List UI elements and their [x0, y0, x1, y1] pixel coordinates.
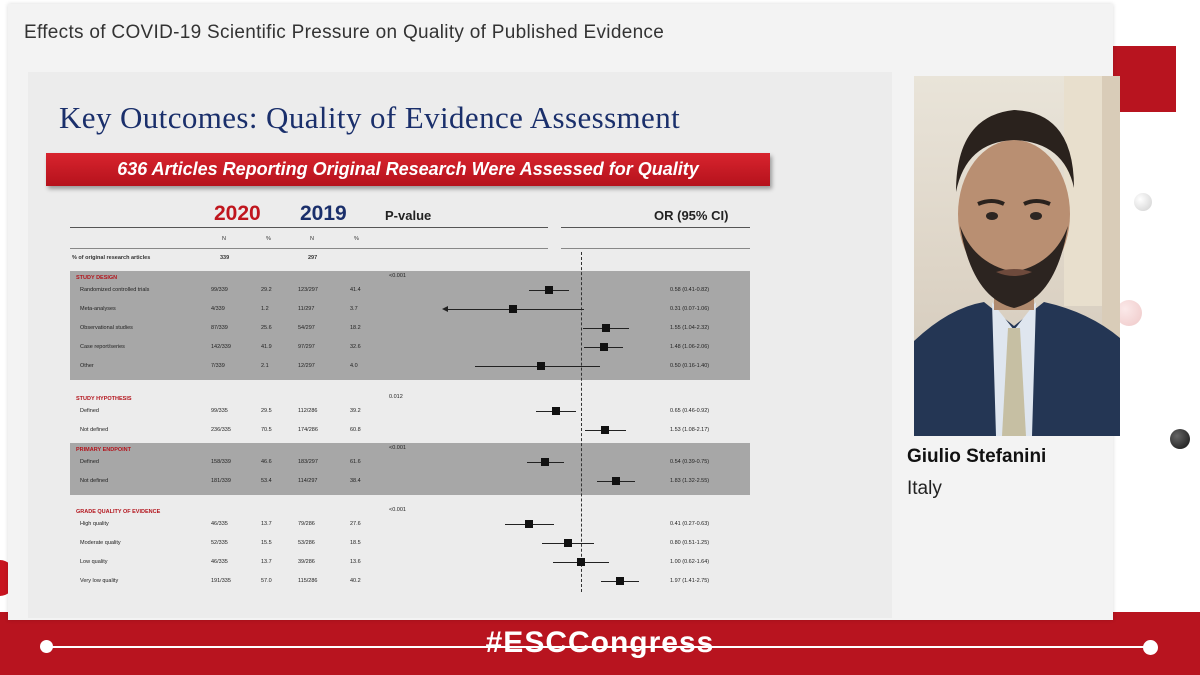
slide-heading: Key Outcomes: Quality of Evidence Assessment	[59, 100, 681, 135]
row-label: Low quality	[80, 559, 108, 565]
row-label: Moderate quality	[80, 540, 121, 546]
speaker-country: Italy	[907, 478, 942, 499]
point-estimate	[600, 343, 608, 351]
cell-n-2019: 112/286	[298, 408, 318, 414]
section-title: GRADE QUALITY OF EVIDENCE	[76, 509, 161, 515]
row-label: Meta-analyses	[80, 306, 116, 312]
total-2019: 297	[308, 255, 318, 261]
cell-n-2019: 123/297	[298, 287, 318, 293]
cell-n-2020: 181/339	[211, 478, 231, 484]
cell-pct-2019: 41.4	[350, 287, 361, 293]
cell-n-2019: 39/286	[298, 559, 315, 565]
cell-pct-2020: 41.9	[261, 344, 272, 350]
row-label: Not defined	[80, 478, 109, 484]
cell-or: 1.48 (1.06-2.06)	[670, 344, 710, 350]
cell-pct-2020: 29.5	[261, 408, 272, 414]
point-estimate	[545, 286, 553, 294]
reference-line	[581, 252, 582, 592]
cell-n-2020: 99/339	[211, 287, 228, 293]
cell-n-2019: 174/286	[298, 427, 318, 433]
section-pvalue: <0.001	[389, 273, 406, 279]
row-label: High quality	[80, 521, 109, 527]
cell-n-2020: 52/335	[211, 540, 228, 546]
cell-pct-2019: 18.5	[350, 540, 361, 546]
pct-label: %	[266, 236, 271, 242]
cell-pct-2019: 13.6	[350, 559, 361, 565]
n-label: N	[310, 236, 314, 242]
cell-or: 0.31 (0.07-1.06)	[670, 306, 710, 312]
cell-pct-2019: 60.8	[350, 427, 361, 433]
point-estimate	[601, 426, 609, 434]
cell-or: 0.80 (0.51-1.25)	[670, 540, 710, 546]
cell-pct-2020: 46.6	[261, 459, 272, 465]
cell-n-2019: 115/286	[298, 578, 318, 584]
cell-or: 0.65 (0.46-0.92)	[670, 408, 710, 414]
cell-or: 0.58 (0.41-0.82)	[670, 287, 710, 293]
speaker-name: Giulio Stefanini	[907, 446, 1047, 467]
header-rule	[70, 227, 548, 228]
cell-or: 0.50 (0.16-1.40)	[670, 363, 710, 369]
year-2019-header: 2019	[300, 202, 347, 225]
section-pvalue: <0.001	[389, 507, 406, 513]
cell-n-2019: 11/297	[298, 306, 315, 312]
pvalue-header: P-value	[385, 208, 432, 223]
section-shading	[70, 271, 750, 380]
point-estimate	[552, 407, 560, 415]
cell-pct-2019: 32.6	[350, 344, 361, 350]
slide	[28, 72, 892, 618]
point-estimate	[537, 362, 545, 370]
session-title: Effects of COVID-19 Scientific Pressure on Quality of Published Evidence	[24, 22, 665, 43]
cell-n-2020: 87/339	[211, 325, 228, 331]
cell-or: 1.97 (1.41-2.75)	[670, 578, 710, 584]
or-header: OR (95% CI)	[654, 208, 729, 223]
cell-n-2019: 97/297	[298, 344, 315, 350]
decor-ball	[1134, 193, 1152, 211]
cell-pct-2019: 38.4	[350, 478, 361, 484]
cell-n-2019: 79/286	[298, 521, 315, 527]
cell-pct-2020: 57.0	[261, 578, 272, 584]
cell-pct-2019: 61.6	[350, 459, 361, 465]
section-shading	[70, 443, 750, 495]
row-label: Randomized controlled trials	[80, 287, 150, 293]
cell-or: 1.00 (0.62-1.64)	[670, 559, 710, 565]
cell-n-2019: 54/297	[298, 325, 315, 331]
cell-n-2020: 46/335	[211, 559, 228, 565]
point-estimate	[541, 458, 549, 466]
section-title: PRIMARY ENDPOINT	[76, 447, 132, 453]
row-label: Case report/series	[80, 344, 125, 350]
section-pvalue: <0.001	[389, 445, 406, 451]
row-label: Other	[80, 363, 94, 369]
cell-pct-2020: 2.1	[261, 363, 269, 369]
cell-n-2019: 183/297	[298, 459, 318, 465]
total-row-label: % of original research articles	[72, 255, 151, 261]
cell-n-2019: 53/286	[298, 540, 315, 546]
year-2020-header: 2020	[214, 202, 261, 225]
point-estimate	[616, 577, 624, 585]
row-label: Very low quality	[80, 578, 119, 584]
cell-pct-2019: 18.2	[350, 325, 361, 331]
header-rule	[70, 248, 548, 249]
speaker-video	[914, 76, 1120, 436]
cell-n-2020: 99/335	[211, 408, 228, 414]
cell-pct-2019: 4.0	[350, 363, 358, 369]
cell-pct-2020: 29.2	[261, 287, 272, 293]
header-rule	[561, 248, 750, 249]
cell-pct-2020: 70.5	[261, 427, 272, 433]
cell-pct-2020: 13.7	[261, 559, 272, 565]
cell-or: 0.41 (0.27-0.63)	[670, 521, 710, 527]
banner-text: 636 Articles Reporting Original Research Were Assessed for Quality	[117, 159, 699, 179]
point-estimate	[564, 539, 572, 547]
cell-pct-2020: 1.2	[261, 306, 269, 312]
total-2020: 339	[220, 255, 230, 261]
section-pvalue: 0.012	[389, 394, 403, 400]
point-estimate	[525, 520, 533, 528]
speaker-portrait	[914, 76, 1120, 436]
point-estimate	[509, 305, 517, 313]
cell-pct-2020: 13.7	[261, 521, 272, 527]
cell-pct-2019: 3.7	[350, 306, 358, 312]
cell-n-2020: 7/339	[211, 363, 225, 369]
point-estimate	[577, 558, 585, 566]
section-title: STUDY HYPOTHESIS	[76, 396, 132, 402]
cell-pct-2020: 25.6	[261, 325, 272, 331]
congress-hashtag: #ESCCongress	[485, 626, 715, 659]
row-label: Observational studies	[80, 325, 133, 331]
cell-n-2020: 46/335	[211, 521, 228, 527]
cell-pct-2020: 15.5	[261, 540, 272, 546]
n-label: N	[222, 236, 226, 242]
cell-n-2020: 142/339	[211, 344, 231, 350]
row-label: Not defined	[80, 427, 109, 433]
slide-banner	[46, 153, 770, 186]
point-estimate	[612, 477, 620, 485]
cell-or: 0.54 (0.39-0.75)	[670, 459, 710, 465]
cell-pct-2019: 40.2	[350, 578, 361, 584]
cell-pct-2020: 53.4	[261, 478, 272, 484]
cell-n-2020: 236/335	[211, 427, 231, 433]
row-label: Defined	[80, 408, 99, 414]
decor-red-block	[1112, 46, 1176, 112]
cell-or: 1.83 (1.32-2.55)	[670, 478, 710, 484]
presentation-card	[8, 4, 1113, 620]
cell-n-2020: 158/339	[211, 459, 231, 465]
ci-arrow	[442, 306, 448, 312]
cell-pct-2019: 27.6	[350, 521, 361, 527]
section-title: STUDY DESIGN	[76, 275, 118, 281]
cell-pct-2019: 39.2	[350, 408, 361, 414]
cell-n-2020: 4/339	[211, 306, 225, 312]
header-rule	[561, 227, 750, 228]
cell-n-2019: 114/297	[298, 478, 318, 484]
pct-label: %	[354, 236, 359, 242]
cell-n-2019: 12/297	[298, 363, 315, 369]
point-estimate	[602, 324, 610, 332]
cell-n-2020: 191/335	[211, 578, 231, 584]
cell-or: 1.55 (1.04-2.32)	[670, 325, 710, 331]
cell-or: 1.53 (1.08-2.17)	[670, 427, 710, 433]
row-label: Defined	[80, 459, 99, 465]
decor-ball	[1170, 429, 1190, 449]
